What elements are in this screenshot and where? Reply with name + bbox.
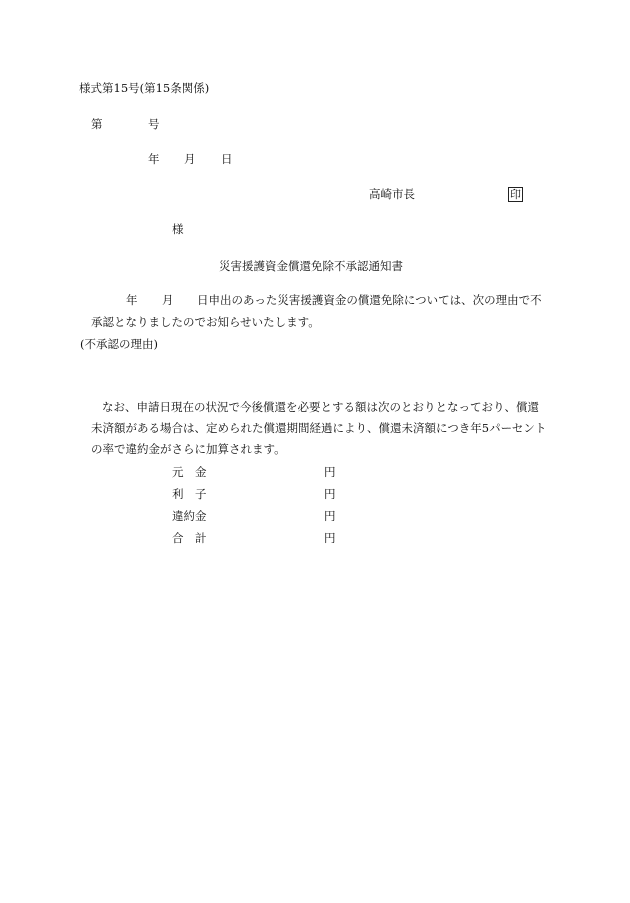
- addressee-sama: 様: [172, 222, 184, 236]
- issuer-name: 高崎市長: [369, 187, 415, 201]
- amount-unit: 円: [324, 487, 336, 501]
- para1-line2: 承認となりましたのでお知らせいたします。: [91, 315, 320, 329]
- para2-line3: の率で違約金がさらに加算されます。: [91, 442, 286, 456]
- date-day: 日: [221, 152, 233, 166]
- date-month: 月: [184, 152, 196, 166]
- amount-label: 違約金: [172, 509, 207, 523]
- amount-label: 元 金: [172, 465, 207, 479]
- date-year: 年: [148, 152, 160, 166]
- seal-mark: 印: [510, 188, 521, 201]
- para1-month: 月: [162, 293, 174, 307]
- amount-label: 利 子: [172, 487, 207, 501]
- form-label: 様式第15号(第15条関係): [79, 81, 210, 95]
- number-dai: 第: [91, 117, 103, 131]
- para2-line1: なお、申請日現在の状況で今後償還を必要とする額は次のとおりとなっており、償還: [102, 400, 539, 414]
- amount-label: 合 計: [172, 531, 207, 545]
- para1-year: 年: [126, 293, 138, 307]
- para1-line1-rest: 日申出のあった災害援護資金の償還免除については、次の理由で不: [197, 293, 542, 307]
- number-go: 号: [148, 117, 160, 131]
- reason-heading: (不承認の理由): [80, 337, 158, 351]
- amount-unit: 円: [324, 465, 336, 479]
- document-title: 災害援護資金償還免除不承認通知書: [219, 259, 403, 273]
- para2-line2: 未済額がある場合は、定められた償還期間経過により、償還未済額につき年5パーセント: [91, 421, 547, 435]
- amount-unit: 円: [324, 509, 336, 523]
- amount-unit: 円: [324, 531, 336, 545]
